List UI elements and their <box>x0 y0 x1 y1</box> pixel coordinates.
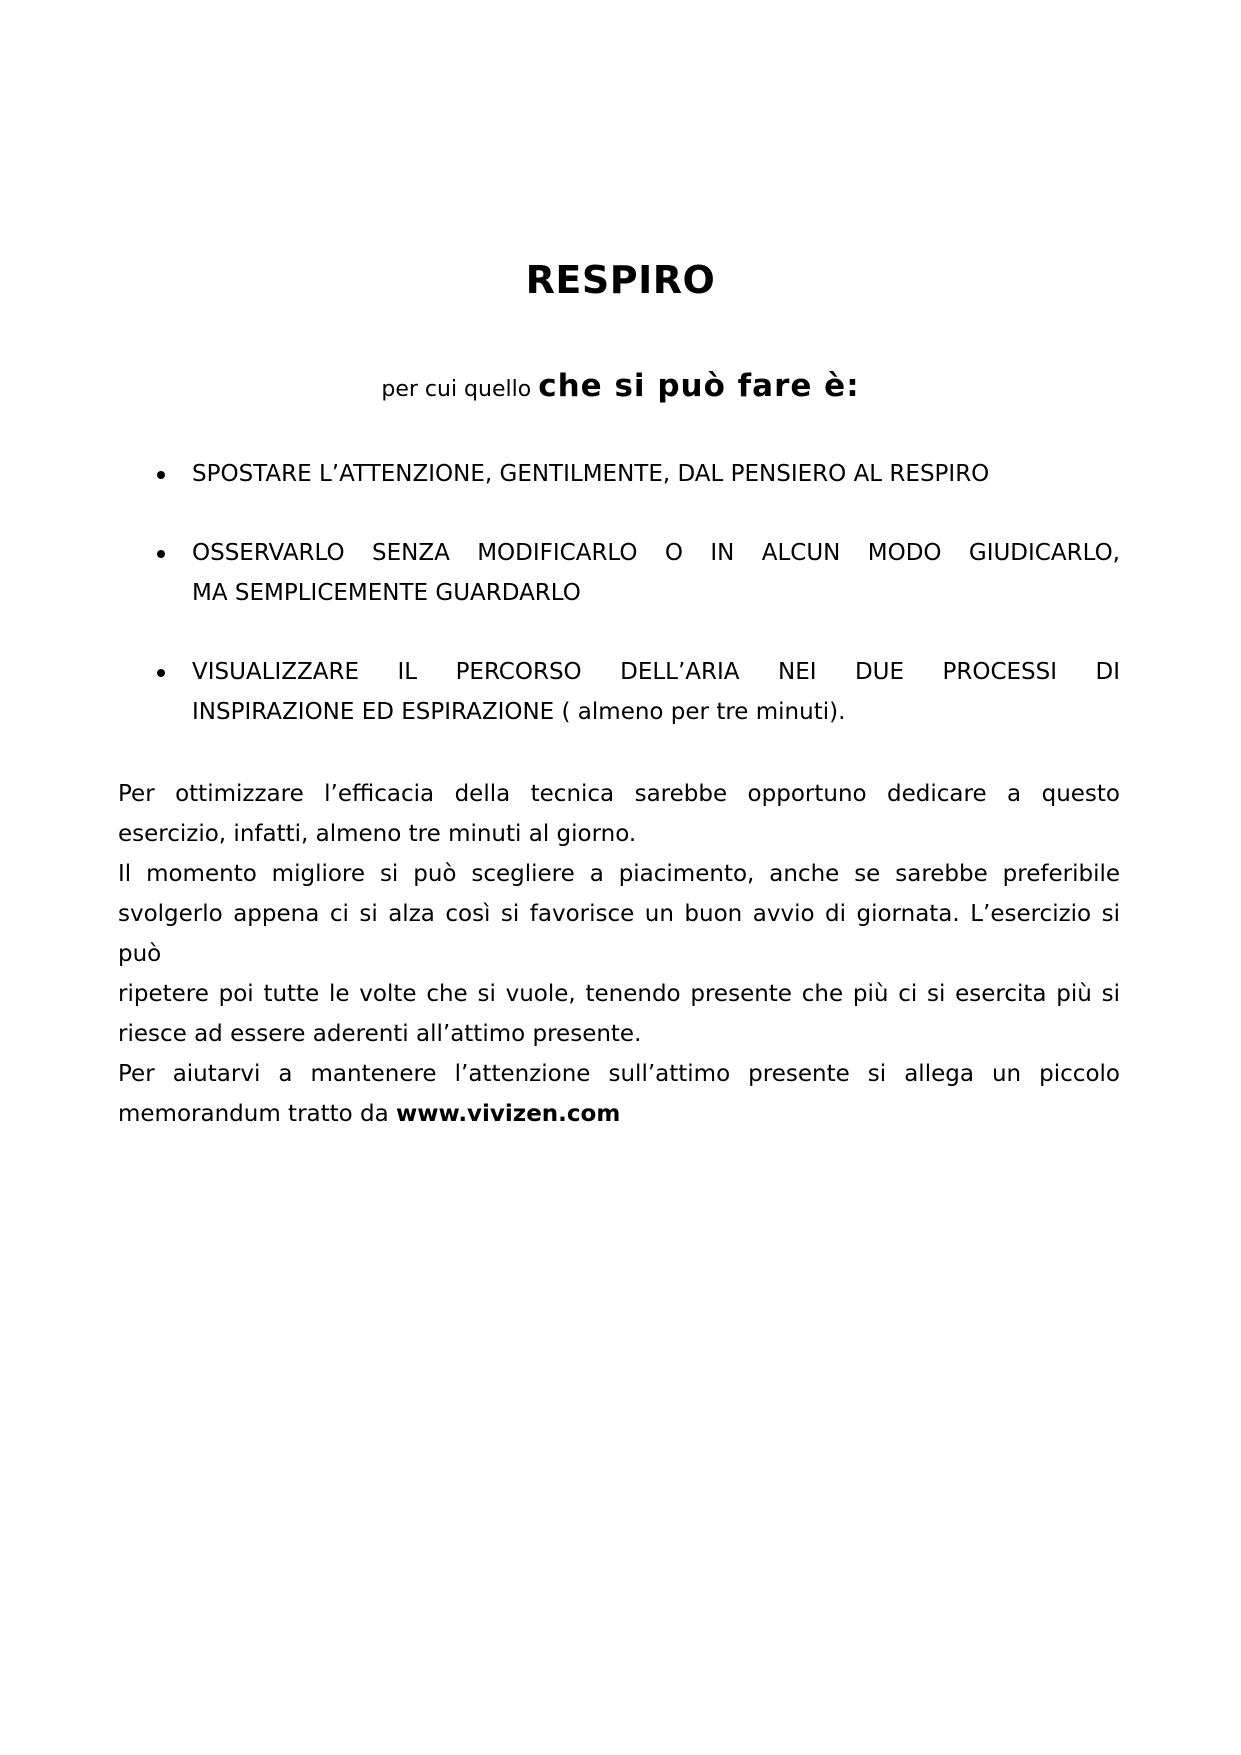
paragraph-line: Il momento migliore si può scegliere a piacimento, anche se sarebbe preferibile <box>118 861 1120 887</box>
paragraph-line: Per aiutarvi a mantenere l’attenzione sull’attimo presente si allega un piccolo <box>118 1061 1120 1087</box>
paragraph-memorandum <box>118 1054 1120 1134</box>
bullet-item <box>152 533 1120 613</box>
bullet-dot-icon <box>157 669 165 677</box>
bullet-dot-icon <box>157 471 165 479</box>
bullet-line: OSSERVARLO SENZA MODIFICARLO O IN ALCUN MODO GIUDICARLO, <box>192 540 1120 566</box>
bullet-item <box>152 652 1120 732</box>
paragraph-line: Per ottimizzare l’efficacia della tecnica sarebbe opportuno dedicare a questo <box>118 781 1120 807</box>
bullet-item <box>152 454 1120 494</box>
bullet-list <box>152 454 1120 732</box>
subtitle-emphasis: che si può fare è: <box>538 368 860 404</box>
bullet-line: SPOSTARE L’ATTENZIONE, GENTILMENTE, DAL PENSIERO AL RESPIRO <box>192 461 990 487</box>
bullet-line: INSPIRAZIONE ED ESPIRAZIONE ( almeno per tre minuti). <box>192 699 846 725</box>
vivizen-link[interactable]: www.vivizen.com <box>396 1101 621 1127</box>
paragraph-technique <box>118 774 1120 1054</box>
subtitle <box>0 368 1241 404</box>
bullet-dot-icon <box>157 550 165 558</box>
subtitle-lead: per cui quello <box>381 377 532 402</box>
bullet-line: VISUALIZZARE IL PERCORSO DELL’ARIA NEI DUE PROCESSI DI <box>192 659 1120 685</box>
paragraph-line: svolgerlo appena ci si alza così si favorisce un buon avvio di giornata. L’esercizio si può <box>118 901 1120 967</box>
bullet-line: MA SEMPLICEMENTE GUARDARLO <box>192 580 581 606</box>
paragraph-line: ripetere poi tutte le volte che si vuole, tenendo presente che più ci si esercita più si <box>118 981 1120 1007</box>
paragraph-line: riesce ad essere aderenti all’attimo presente. <box>118 1021 642 1047</box>
paragraph-text: memorandum tratto da <box>118 1101 397 1127</box>
paragraph-line-with-link <box>118 1094 1120 1134</box>
page-title: RESPIRO <box>525 258 716 302</box>
paragraph-line: esercizio, infatti, almeno tre minuti al giorno. <box>118 821 637 847</box>
